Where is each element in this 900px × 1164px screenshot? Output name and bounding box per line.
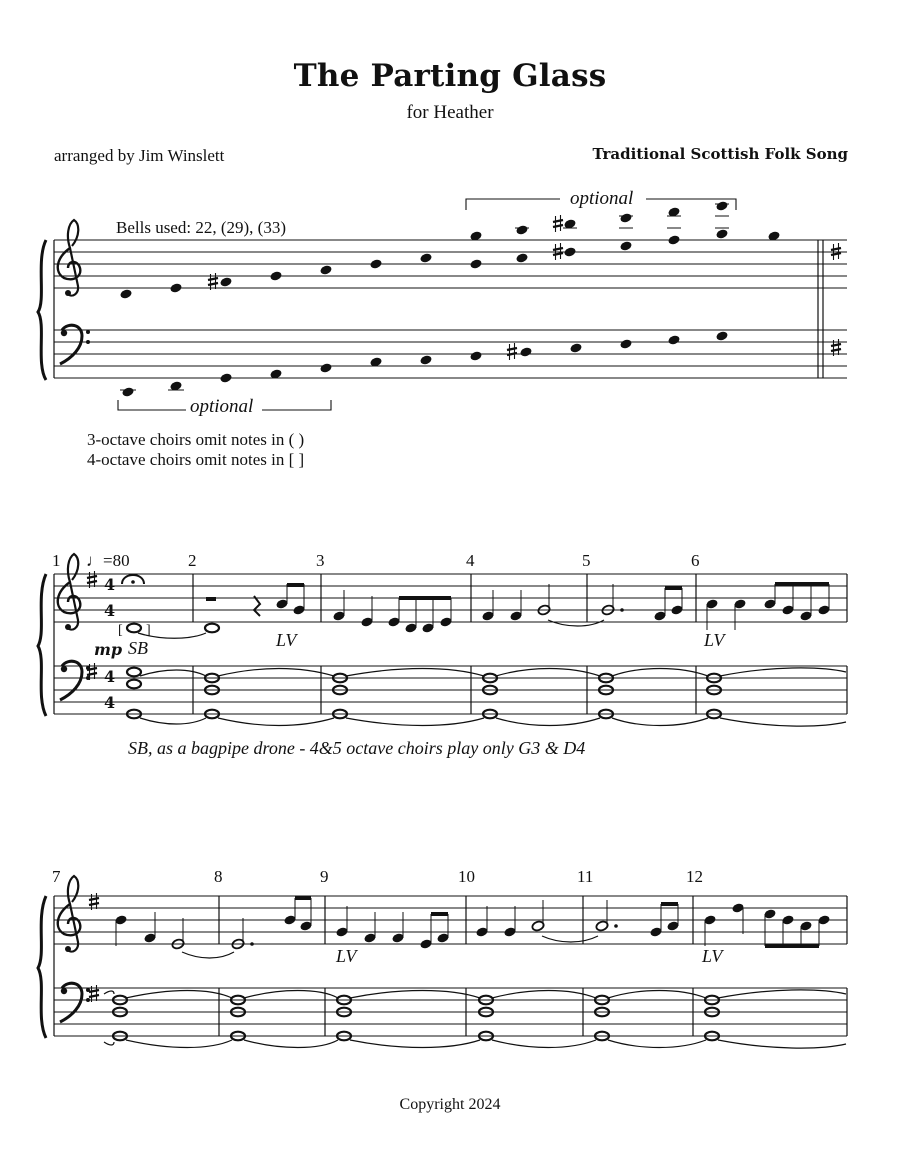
system-2-bass-drone <box>104 990 846 1048</box>
range-bass-notes <box>120 330 729 397</box>
measure-12-notes <box>703 902 830 948</box>
system-2-brace <box>38 896 46 1038</box>
bass-clef-icon <box>60 661 90 700</box>
measure-9-notes <box>335 906 449 950</box>
system-2-measure-numbers <box>52 867 703 886</box>
range-chart-system <box>38 188 847 417</box>
tempo-marking: ♩=80 <box>86 551 130 570</box>
measure-8-notes <box>231 896 312 950</box>
technique-lv: LV <box>336 946 357 966</box>
technique-sb: SB <box>128 638 148 658</box>
system-1-barlines <box>54 574 847 714</box>
range-bass-staff <box>54 330 847 378</box>
svg-text:[: [ <box>118 623 123 638</box>
system-1-bass-drone <box>126 668 846 726</box>
composer-credit: Traditional Scottish Folk Song <box>592 145 848 163</box>
svg-text:10: 10 <box>458 867 475 886</box>
svg-text:1: 1 <box>52 551 61 570</box>
technique-lv: LV <box>704 630 725 650</box>
svg-text:2: 2 <box>188 551 197 570</box>
system-2 <box>38 867 847 1048</box>
bells-used-label: Bells used: 22, (29), (33) <box>116 218 286 237</box>
svg-text:8: 8 <box>214 867 223 886</box>
quarter-rest-icon <box>254 596 260 616</box>
measure-10-notes <box>475 900 598 942</box>
time-sig-bottom-bass: 4 <box>104 693 116 712</box>
svg-text:5: 5 <box>582 551 591 570</box>
system-1-measure-numbers <box>52 551 700 570</box>
time-sig-bottom-treble: 4 <box>104 601 116 620</box>
measure-4-notes <box>481 584 604 626</box>
system-1 <box>38 551 847 758</box>
score-title: The Parting Glass <box>293 58 607 94</box>
omit-4-octave-note: 4-octave choirs omit notes in [ ] <box>87 450 305 469</box>
measure-6-notes <box>705 582 830 630</box>
arranger-credit: arranged by Jim Winslett <box>54 146 225 165</box>
system-1-brace <box>38 574 46 716</box>
drone-instruction: SB, as a bagpipe drone - 4&5 octave choirs play only G3 & D4 <box>128 738 586 758</box>
system-1-bass-staff <box>54 666 847 714</box>
svg-text:12: 12 <box>686 867 703 886</box>
svg-text:9: 9 <box>320 867 329 886</box>
range-treble-staff <box>54 240 847 288</box>
optional-label-lower: optional <box>190 396 254 417</box>
omit-3-octave-note: 3-octave choirs omit notes in ( ) <box>87 430 305 449</box>
technique-lv: LV <box>702 946 723 966</box>
svg-text:]: ] <box>146 623 151 638</box>
time-sig-top-bass: 4 <box>104 667 116 686</box>
time-sig-top-treble: 4 <box>104 575 116 594</box>
treble-clef-icon <box>58 876 81 952</box>
half-rest-icon <box>206 597 216 601</box>
svg-text:7: 7 <box>52 867 61 886</box>
system-2-treble-staff <box>54 896 847 944</box>
bass-clef-icon <box>60 325 90 364</box>
optional-label-upper: optional <box>570 188 634 209</box>
range-treble-notes <box>119 200 781 299</box>
measure-7-notes <box>114 912 234 958</box>
svg-text:6: 6 <box>691 551 700 570</box>
system-2-barlines <box>54 896 847 1036</box>
technique-lv: LV <box>276 630 297 650</box>
treble-clef-icon <box>58 554 81 630</box>
score-subtitle: for Heather <box>406 102 494 123</box>
measure-3-notes <box>332 590 452 634</box>
system-2-bass-staff <box>54 988 847 1036</box>
treble-clef-icon <box>58 220 81 296</box>
bass-clef-icon <box>60 983 90 1022</box>
dynamic-marking: mp <box>94 640 123 659</box>
svg-text:11: 11 <box>577 867 594 886</box>
copyright-notice: Copyright 2024 <box>399 1096 501 1113</box>
svg-text:3: 3 <box>316 551 325 570</box>
measure-5-notes <box>601 584 683 622</box>
range-chart-brace <box>38 240 46 380</box>
svg-text:4: 4 <box>466 551 475 570</box>
